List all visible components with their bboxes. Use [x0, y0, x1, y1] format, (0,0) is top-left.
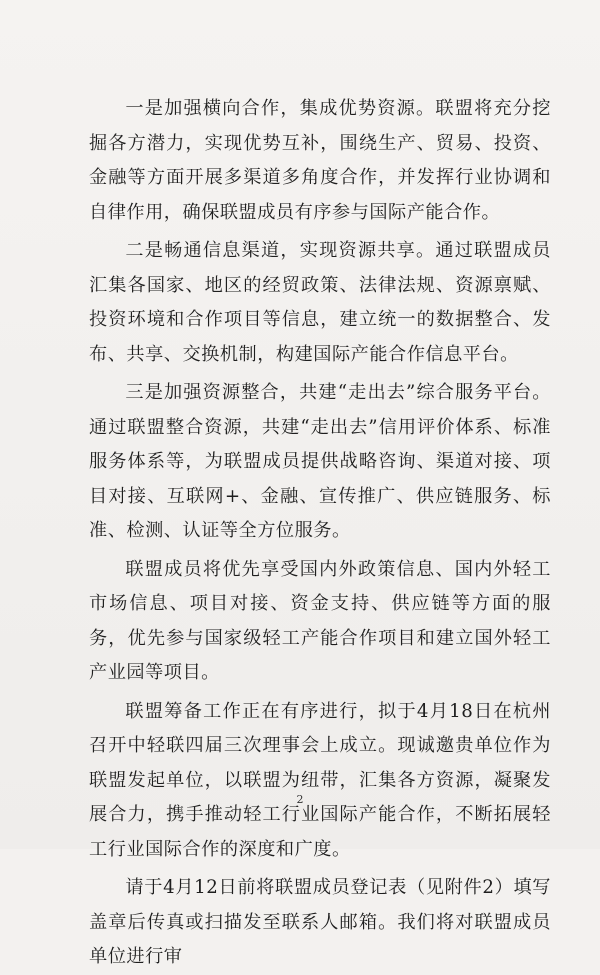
paragraph-horizontal-cooperation: 一是加强横向合作，集成优势资源。联盟将充分挖掘各方潜力，实现优势互补，围绕生产、贸易、投资、金融等方面开展多渠道多角度合作，并发挥行业协调和自律作用，确保联盟成员有序参与国际产能合作。 — [89, 98, 551, 223]
paragraph-registration-deadline: 请于4月12日前将联盟成员登记表（见附件2）填写盖章后传真或扫描发至联系人邮箱。我们将对联盟成员单位进行审 — [89, 877, 551, 967]
document-body — [89, 92, 551, 975]
paragraph-preparation-invitation: 联盟筹备工作正在有序进行，拟于4月18日在杭州召开中轻联四届三次理事会上成立。现诚邀贵单位作为联盟发起单位，以联盟为纽带，汇集各方资源，凝聚发展合力，携手推动轻工行业国际产能合作，不断拓展轻工行业国际合作的深度和广度。 — [89, 700, 551, 860]
paragraph-resource-integration: 三是加强资源整合，共建“走出去”综合服务平台。通过联盟整合资源，共建“走出去”信用评价体系、标准服务体系等，为联盟成员提供战略咨询、渠道对接、项目对接、互联网+、金融、宣传推广、供应链服务、标准、检测、认证等全方位服务。 — [89, 382, 551, 541]
paragraph-member-benefits: 联盟成员将优先享受国内外政策信息、国内外轻工市场信息、项目对接、资金支持、供应链等方面的服务，优先参与国家级轻工产能合作项目和建立国外轻工产业园等项目。 — [89, 558, 551, 683]
page-number: 2 — [296, 793, 304, 806]
paragraph-information-channels: 二是畅通信息渠道，实现资源共享。通过联盟成员汇集各国家、地区的经贸政策、法律法规、资源禀赋、投资环境和合作项目等信息，建立统一的数据整合、发布、共享、交换机制，构建国际产能合作信息平台。 — [89, 240, 551, 365]
